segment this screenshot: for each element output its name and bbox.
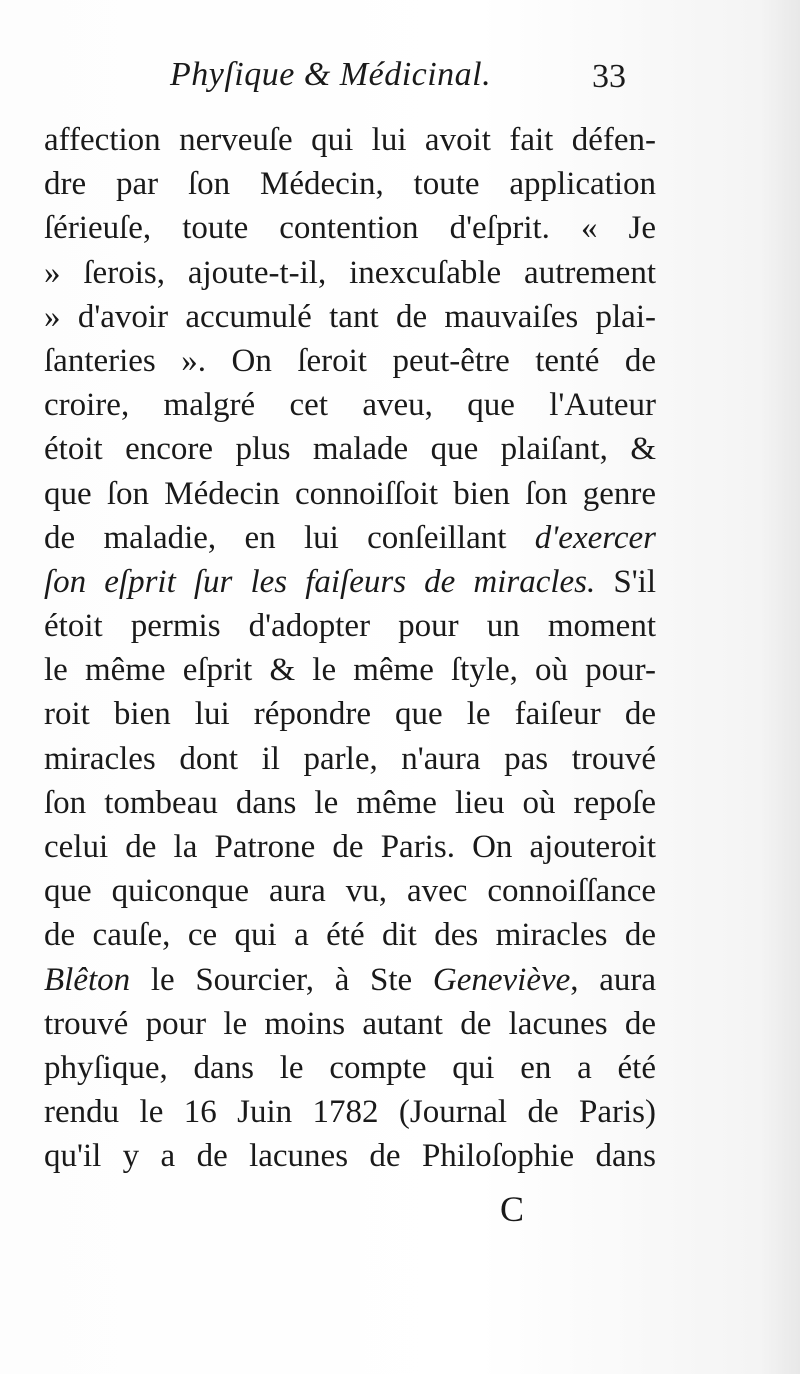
text-line: » ſerois, ajoute-t-il, inexcuſable autrement bbox=[44, 254, 656, 291]
page-number: 33 bbox=[592, 58, 626, 95]
text-line: affection nerveuſe qui lui avoit fait défen- bbox=[44, 122, 656, 158]
text-line: étoit encore plus malade que plaiſant, & bbox=[44, 431, 656, 468]
text-segment: , aura bbox=[570, 961, 656, 998]
text-line: ſérieuſe, toute contention d'eſprit. « Je bbox=[44, 210, 656, 247]
text-line: dre par ſon Médecin, toute application bbox=[44, 166, 656, 203]
italic-phrase: ſon eſprit ſur les faiſeurs de miracles. bbox=[44, 563, 596, 600]
running-head: Phyſique & Médicinal. bbox=[170, 56, 492, 93]
text-segment: de maladie, en lui conſeillant bbox=[44, 519, 507, 556]
text-line: ſon tombeau dans le même lieu où repoſe bbox=[44, 784, 656, 821]
text-line: ſanteries ». On ſeroit peut-être tenté de bbox=[44, 342, 656, 379]
signature-mark: C bbox=[500, 1189, 525, 1229]
text-line: le même eſprit & le même ſtyle, où pour- bbox=[44, 652, 656, 689]
text-line: que ſon Médecin connoiſſoit bien ſon genre bbox=[44, 475, 656, 512]
text-line: qu'il y a de lacunes de Philoſophie dans bbox=[44, 1138, 656, 1175]
text-line: roit bien lui répondre que le faiſeur de bbox=[44, 696, 656, 733]
text-line bbox=[44, 958, 656, 1002]
page-header bbox=[0, 56, 800, 100]
text-line bbox=[44, 516, 656, 560]
text-line: celui de la Patrone de Paris. On ajouteroit bbox=[44, 829, 656, 865]
text-line bbox=[44, 560, 656, 604]
text-segment: le Sourcier, à Ste bbox=[130, 961, 433, 998]
text-line: rendu le 16 Juin 1782 (Journal de Paris) bbox=[44, 1094, 656, 1131]
text-line: phyſique, dans le compte qui en a été bbox=[44, 1049, 656, 1086]
text-line: de cauſe, ce qui a été dit des miracles de bbox=[44, 917, 656, 954]
italic-phrase: d'exercer bbox=[534, 519, 656, 556]
text-line: que quiconque aura vu, avec connoiſſance bbox=[44, 873, 656, 910]
text-line: trouvé pour le moins autant de lacunes de bbox=[44, 1005, 656, 1042]
italic-name: Blêton bbox=[44, 961, 131, 998]
text-line: » d'avoir accumulé tant de mauvaiſes plai- bbox=[44, 298, 656, 335]
italic-name: Geneviève bbox=[432, 961, 571, 998]
body-text bbox=[44, 118, 656, 1179]
text-line: croire, malgré cet aveu, que l'Auteur bbox=[44, 387, 656, 424]
text-segment: S'il bbox=[595, 563, 656, 600]
text-line: étoit permis d'adopter pour un moment bbox=[44, 608, 656, 645]
text-line: miracles dont il parle, n'aura pas trouvé bbox=[44, 740, 656, 777]
